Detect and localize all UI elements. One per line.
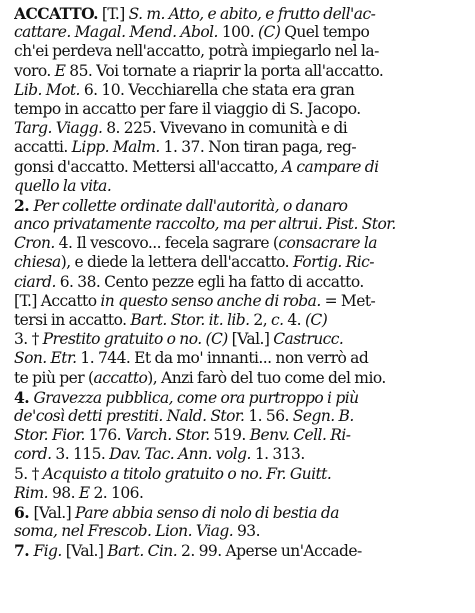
text-run: 1. 37. Non tiran paga, reg-	[159, 138, 357, 157]
text-run: 100.	[217, 23, 259, 42]
italic-run: soma, nel Frescob. Lion. Viag.	[14, 522, 234, 541]
entry-line	[14, 158, 465, 177]
italic-run: Targ. Viagg.	[14, 119, 103, 138]
entry-line	[14, 177, 465, 196]
italic-run: Cron.	[14, 234, 55, 253]
text-run: [T.]	[97, 5, 129, 23]
italic-run: Dav. Tac. Ann. volg.	[109, 445, 251, 464]
text-run: [Val.]	[33, 503, 76, 522]
italic-run: Prestito gratuito o no. (C)	[42, 330, 228, 349]
italic-run: anco privatamente raccolto, ma per altrui. Pist. Stor.	[14, 215, 396, 234]
text-run: 8. 225. Vivevano in comunità e di	[102, 119, 348, 138]
italic-run: Segn. B.	[292, 406, 354, 425]
text-run: voro.	[14, 61, 55, 80]
text-run: ), e diede la lettera dell'accatto.	[60, 253, 293, 272]
entry-line	[14, 273, 465, 292]
text-run: 2. 99. Aperse un'Accade-	[177, 542, 362, 561]
text-run: [Val.]	[61, 542, 108, 561]
entry-line	[14, 81, 465, 100]
entry-line	[14, 215, 465, 234]
italic-run: Castrucc.	[273, 330, 344, 349]
italic-run: Fortig. Ric-	[292, 253, 374, 272]
entry-line	[14, 484, 465, 503]
entry-text	[14, 4, 465, 560]
entry-line	[14, 138, 465, 157]
entry-line	[14, 349, 465, 368]
entry-line	[14, 119, 465, 138]
italic-run: Varch. Stor.	[124, 426, 210, 445]
entry-line	[14, 23, 465, 42]
italic-run: quello la vita.	[14, 176, 112, 195]
text-run: 1. 744. Et da mo' innanti... non verrò ad	[76, 349, 369, 368]
italic-run: in questo senso anche di roba.	[100, 291, 321, 310]
text-run: 93.	[233, 522, 260, 541]
italic-run: E	[78, 483, 90, 502]
italic-run: consacrare la	[278, 234, 377, 253]
italic-run: Lib. Mot.	[14, 80, 80, 99]
italic-run: A campare di	[281, 157, 379, 176]
entry-line	[14, 311, 465, 330]
bold-run: 4.	[14, 387, 34, 407]
italic-run: Fig.	[33, 542, 62, 561]
text-run: 6. 10. Vecchiarella che stata era gran	[79, 80, 355, 99]
entry-line	[14, 330, 465, 349]
bold-run: 7.	[14, 541, 34, 561]
text-run: 98.	[48, 483, 79, 502]
italic-run: E	[54, 61, 66, 80]
entry-line	[14, 42, 465, 61]
entry-line	[14, 388, 465, 407]
entry-line	[14, 465, 465, 484]
text-run: 519.	[209, 426, 250, 445]
italic-run: Gravezza pubblica, come ora purtroppo i più	[33, 388, 359, 407]
italic-run: chiesa	[14, 253, 61, 272]
text-run: 176.	[84, 426, 125, 445]
text-run: ch'ei perdeva nell'accatto, potrà impiegarlo nel la-	[14, 42, 379, 61]
italic-run: Rim.	[14, 483, 49, 502]
text-run: 1. 313.	[250, 445, 305, 464]
italic-run: cattare. Magal. Mend. Abol.	[14, 23, 218, 42]
text-run: 85. Voi tornate a riaprir la porta all'accatto.	[65, 61, 384, 80]
entry-line	[14, 369, 465, 388]
entry-line	[14, 4, 465, 23]
entry-line	[14, 407, 465, 426]
entry-line	[14, 522, 465, 541]
entry-line	[14, 100, 465, 119]
italic-run: cord.	[14, 445, 52, 464]
entry-line	[14, 292, 465, 311]
text-run: Quel tempo	[280, 23, 370, 42]
text-run: 4.	[283, 311, 305, 329]
text-run: = Met-	[320, 291, 376, 310]
italic-run: Benv. Cell. Ri-	[249, 426, 351, 445]
text-run: 3. 115.	[51, 445, 110, 464]
text-run: accatti.	[14, 138, 72, 157]
italic-run: Bart. Stor. it. lib.	[130, 311, 250, 329]
text-run: gonsi d'accatto. Mettersi all'accatto,	[14, 157, 282, 176]
text-run: [Val.]	[227, 330, 274, 349]
text-run: 4. Il vescovo... fecela sagrare (	[54, 234, 279, 253]
text-run: tempo in accatto per fare il viaggio di S. Jacopo.	[14, 99, 361, 118]
text-run: 2,	[249, 311, 271, 329]
entry-line	[14, 445, 465, 464]
italic-run: Lipp. Malm.	[71, 138, 160, 157]
entry-line	[14, 541, 465, 560]
italic-run: S. m. Atto, e abito, e frutto dell'ac-	[128, 5, 376, 23]
text-run: 6. 38. Cento pezze egli ha fatto di accatto.	[55, 272, 364, 291]
bold-run: 2.	[14, 195, 34, 215]
entry-line	[14, 253, 465, 272]
italic-run: accatto	[93, 368, 148, 387]
text-run: 3. †	[14, 330, 43, 349]
italic-run: Pare abbia senso di nolo di bestia da	[75, 503, 339, 522]
bold-run: ACCATTO.	[14, 4, 98, 23]
bold-run: 6.	[14, 502, 34, 522]
italic-run: (C)	[258, 23, 281, 42]
entry-line	[14, 62, 465, 81]
text-run: 2. 106.	[89, 483, 144, 502]
text-run: 5. †	[14, 464, 43, 483]
italic-run: Per collette ordinate dall'autorità, o danaro	[33, 196, 348, 215]
text-run: ), Anzi farò del tuo come del mio.	[147, 368, 386, 387]
italic-run: Stor. Fior.	[14, 426, 85, 445]
italic-run: de'così detti prestiti. Nald. Stor.	[14, 406, 245, 425]
italic-run: Bart. Cin.	[107, 542, 178, 561]
text-run: tersi in accatto.	[14, 311, 131, 329]
entry-line	[14, 234, 465, 253]
italic-run: ciard.	[14, 272, 56, 291]
entry-line	[14, 196, 465, 215]
italic-run: (C)	[304, 311, 328, 329]
text-run: te più per (	[14, 368, 94, 387]
italic-run: Son. Etr.	[14, 349, 77, 368]
text-run: [T.] Accatto	[14, 291, 101, 310]
entry-line	[14, 503, 465, 522]
text-run: 1. 56.	[244, 406, 293, 425]
italic-run: c.	[270, 311, 284, 329]
entry-line	[14, 426, 465, 445]
italic-run: Acquisto a titolo gratuito o no. Fr. Guitt.	[42, 464, 332, 483]
